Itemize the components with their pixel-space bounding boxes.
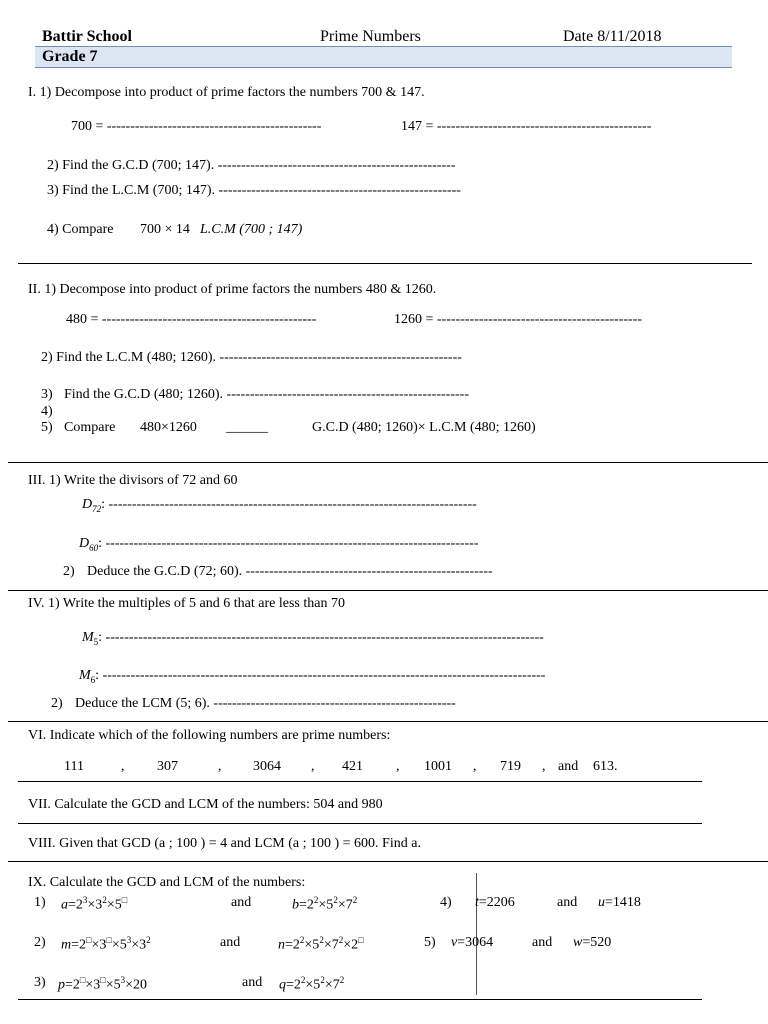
- s1-question-2: 2) Find the G.C.D (700; 147). ---------------------------------------------------: [47, 158, 456, 173]
- s6-question: VI. Indicate which of the following numbers are prime numbers:: [28, 728, 391, 743]
- s4-m6-row: [79, 668, 545, 685]
- s4-question-1: IV. 1) Write the multiples of 5 and 6 that are less than 70: [28, 596, 345, 611]
- s9-p1-number: 1): [34, 895, 46, 910]
- divider: [18, 263, 752, 264]
- s2-q3-number: 3): [41, 387, 53, 402]
- divider: [18, 823, 702, 824]
- d72-subscript: 72: [92, 503, 102, 514]
- s2-q4-number: 4): [41, 404, 53, 419]
- s2-q5-number: 5): [41, 420, 53, 435]
- s9-p3-q-expr: $q=2^2\times 5^2\times 7^2$: [279, 975, 345, 993]
- m6-symbol: M: [79, 668, 91, 683]
- s3-q2-number: 2): [63, 564, 75, 579]
- s9-p1-b-expr: $b=2^2\times 5^2\times 7^2$: [292, 895, 358, 913]
- s6-number: 3064: [253, 759, 281, 774]
- divider: [18, 999, 702, 1000]
- d60-symbol: D: [79, 536, 90, 551]
- s2-answer-1260: 1260 = --------------------------------------------: [394, 312, 643, 327]
- s6-number: 613.: [593, 759, 618, 774]
- s2-question-3: Find the G.C.D (480; 1260). ----------------------------------------------------: [64, 387, 469, 402]
- m5-line: : ----------------------------------------------------------------------------------------------: [98, 630, 544, 645]
- s8-question: VIII. Given that GCD (a ; 100 ) = 4 and LCM (a ; 100 ) = 600. Find a.: [28, 836, 421, 851]
- s9-p1-and: and: [231, 895, 252, 910]
- s9-p1-a-expr: $a=2^3\times 3^2\times 5^□$: [61, 895, 128, 913]
- s3-question-1: III. 1) Write the divisors of 72 and 60: [28, 473, 238, 488]
- m5-subscript: 5: [93, 636, 99, 647]
- m6-subscript: 6: [90, 674, 96, 685]
- school-name: Battir School: [42, 28, 132, 45]
- worksheet-title: Prime Numbers: [320, 28, 421, 45]
- s3-d60-row: [79, 536, 478, 553]
- s9-p2-n-expr: $n=2^2\times 5^2\times 7^2\times 2^□$: [278, 935, 364, 953]
- d60-line: : --------------------------------------------------------------------------------: [98, 536, 479, 551]
- s9-p2-m-expr: $m=2^□\times 3^□\times 5^3\times 3^2$: [61, 935, 151, 953]
- s9-p5-w-expr: w=520: [573, 935, 612, 950]
- s6-comma: ,: [121, 759, 125, 774]
- s2-question-1: II. 1) Decompose into product of prime factors the numbers 480 & 1260.: [28, 282, 437, 297]
- s6-number: 719: [500, 759, 521, 774]
- s7-question: VII. Calculate the GCD and LCM of the numbers: 504 and 980: [28, 797, 383, 812]
- s6-comma: ,: [311, 759, 315, 774]
- s1-question-1: I. 1) Decompose into product of prime factors the numbers 700 & 147.: [28, 85, 425, 100]
- s6-number: 1001: [424, 759, 452, 774]
- s1-answer-700: 700 = ----------------------------------------------: [71, 119, 322, 134]
- m6-line: : -----------------------------------------------------------------------------------------------: [95, 668, 546, 683]
- s3-d72-row: [82, 497, 477, 514]
- divider: [8, 861, 768, 862]
- s6-comma: ,: [473, 759, 477, 774]
- m5-symbol: M: [82, 630, 94, 645]
- grade-label: Grade 7: [42, 48, 98, 65]
- divider: [8, 462, 768, 463]
- divider: [8, 590, 768, 591]
- s9-p4-u-expr: u=1418: [598, 895, 641, 910]
- s2-q5-expression: 480×1260: [140, 420, 197, 435]
- s9-p3-p-expr: $p=2^□\times 3^□\times 5^3\times 20$: [58, 975, 147, 993]
- s2-answer-480: 480 = ----------------------------------------------: [66, 312, 317, 327]
- s6-and: and: [558, 759, 579, 774]
- s9-p4-number: 4): [440, 895, 452, 910]
- d72-line: : -------------------------------------------------------------------------------: [101, 497, 477, 512]
- s6-number: 111: [64, 759, 84, 774]
- s6-number: 307: [157, 759, 178, 774]
- s1-answer-147: 147 = ----------------------------------------------: [401, 119, 652, 134]
- s2-q5-blank: ______: [226, 420, 268, 435]
- s2-question-2: 2) Find the L.C.M (480; 1260). ----------------------------------------------------: [41, 350, 462, 365]
- s6-comma: ,: [542, 759, 546, 774]
- s9-p3-and: and: [242, 975, 263, 990]
- s9-p4-t-expr: t=2206: [475, 895, 515, 910]
- s3-question-2: Deduce the G.C.D (72; 60). -----------------------------------------------------: [87, 564, 493, 579]
- s1-q4-expression: 700 × 14: [140, 222, 190, 237]
- s9-p4-and: and: [557, 895, 578, 910]
- d72-symbol: D: [82, 497, 93, 512]
- d60-subscript: 60: [89, 542, 99, 553]
- s9-p2-number: 2): [34, 935, 46, 950]
- s2-q5-rhs: G.C.D (480; 1260)× L.C.M (480; 1260): [312, 420, 536, 435]
- divider: [8, 721, 768, 722]
- s1-question-3: 3) Find the L.C.M (700; 147). ----------------------------------------------------: [47, 183, 461, 198]
- column-divider: [476, 873, 477, 995]
- s2-question-5: Compare: [64, 420, 116, 435]
- s4-m5-row: [82, 630, 544, 647]
- s6-comma: ,: [218, 759, 222, 774]
- s9-p3-number: 3): [34, 975, 46, 990]
- grade-band: [35, 46, 732, 68]
- divider: [18, 781, 702, 782]
- s9-question: IX. Calculate the GCD and LCM of the numbers:: [28, 875, 306, 890]
- s1-question-4: 4) Compare: [47, 222, 114, 237]
- worksheet-date: Date 8/11/2018: [563, 28, 662, 45]
- s4-q2-number: 2): [51, 696, 63, 711]
- s9-p5-and: and: [532, 935, 553, 950]
- s1-q4-lcm: L.C.M (700 ; 147): [200, 222, 303, 237]
- s4-question-2: Deduce the LCM (5; 6). ----------------------------------------------------: [75, 696, 456, 711]
- s9-p5-number: 5): [424, 935, 436, 950]
- s9-p2-and: and: [220, 935, 241, 950]
- s6-number: 421: [342, 759, 363, 774]
- s6-comma: ,: [396, 759, 400, 774]
- s9-p5-v-expr: v=3064: [451, 935, 494, 950]
